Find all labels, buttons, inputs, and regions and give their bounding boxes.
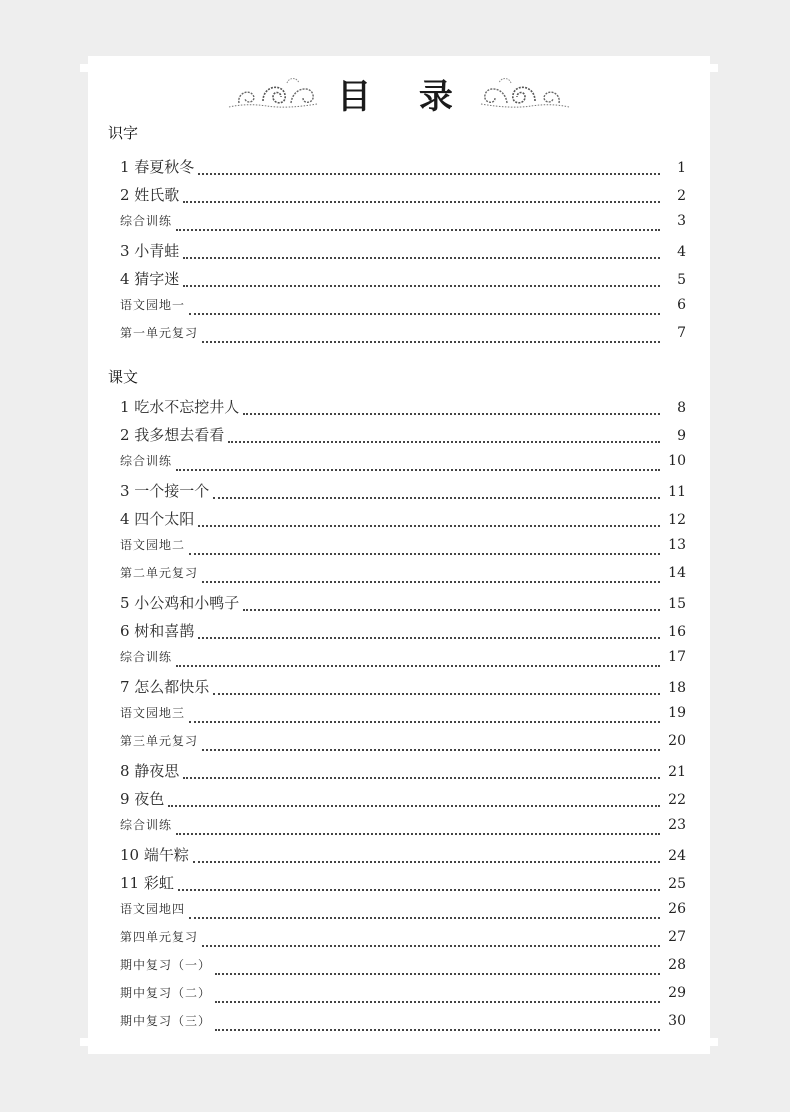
toc-entry-page-number: 3: [677, 213, 686, 229]
toc-entry[interactable]: [120, 296, 686, 324]
toc-entry-title: 综合训练: [120, 214, 173, 228]
toc-entry-title: 4 猜字迷: [120, 270, 180, 288]
toc-entry-title: 第二单元复习: [120, 566, 199, 580]
page-corner: [710, 64, 718, 72]
toc-entry[interactable]: [120, 324, 686, 352]
toc-entry-title: 10 端午粽: [120, 846, 189, 864]
toc-entry-title: 语文园地一: [120, 298, 186, 312]
toc-entry-title: 1 春夏秋冬: [120, 158, 195, 176]
toc-entry[interactable]: [120, 816, 686, 844]
toc-entry-title: 语文园地四: [120, 902, 186, 916]
toc-entry-page-number: 4: [677, 244, 686, 260]
toc-entry[interactable]: [120, 928, 686, 956]
dot-leader: [215, 1001, 660, 1003]
dot-leader: [213, 497, 660, 499]
toc-entry[interactable]: [120, 184, 686, 212]
dot-leader: [176, 229, 660, 231]
toc-entry[interactable]: [120, 156, 686, 184]
toc-entry[interactable]: [120, 452, 686, 480]
toc-entry[interactable]: [120, 648, 686, 676]
toc-entry[interactable]: [120, 732, 686, 760]
toc-entry[interactable]: [120, 212, 686, 240]
toc-entry-title: 6 树和喜鹊: [120, 622, 195, 640]
toc-entry[interactable]: [120, 592, 686, 620]
toc-entry[interactable]: [120, 1012, 686, 1040]
dot-leader: [243, 609, 660, 611]
dot-leader: [183, 257, 660, 259]
dot-leader: [243, 413, 660, 415]
toc-entry-title: 期中复习（一）: [120, 958, 212, 972]
toc-entry-title: 4 四个太阳: [120, 510, 195, 528]
toc-page: [88, 56, 710, 1054]
toc-entry-title: 第四单元复习: [120, 930, 199, 944]
toc-entry[interactable]: [120, 240, 686, 268]
toc-entry-page-number: 13: [668, 537, 686, 553]
dot-leader: [198, 637, 660, 639]
toc-entry-title: 2 我多想去看看: [120, 426, 225, 444]
dot-leader: [176, 469, 660, 471]
page-title: 目 录: [337, 76, 471, 117]
dot-leader: [202, 749, 660, 751]
toc-entry-page-number: 24: [668, 848, 686, 864]
toc-entry-title: 语文园地三: [120, 706, 186, 720]
dot-leader: [189, 721, 660, 723]
toc-entry-page-number: 20: [668, 733, 686, 749]
dot-leader: [183, 201, 660, 203]
toc-entry-page-number: 16: [668, 624, 686, 640]
toc-list-shizi: [120, 156, 686, 352]
toc-entry-page-number: 12: [668, 512, 686, 528]
toc-list-kewen: [120, 396, 686, 1040]
toc-entry-title: 2 姓氏歌: [120, 186, 180, 204]
toc-entry-page-number: 10: [668, 453, 686, 469]
dot-leader: [215, 973, 660, 975]
toc-entry-title: 1 吃水不忘挖井人: [120, 398, 240, 416]
toc-entry-title: 11 彩虹: [120, 874, 174, 892]
dot-leader: [202, 341, 660, 343]
toc-entry-page-number: 28: [668, 957, 686, 973]
toc-entry-title: 第三单元复习: [120, 734, 199, 748]
dot-leader: [228, 441, 660, 443]
toc-entry[interactable]: [120, 396, 686, 424]
toc-entry-page-number: 11: [668, 484, 686, 500]
toc-entry-title: 8 静夜思: [120, 762, 180, 780]
toc-entry[interactable]: [120, 844, 686, 872]
toc-entry[interactable]: [120, 956, 686, 984]
page-corner: [80, 1038, 88, 1046]
toc-entry-page-number: 26: [668, 901, 686, 917]
toc-entry-page-number: 22: [668, 792, 686, 808]
toc-entry-title: 期中复习（三）: [120, 1014, 212, 1028]
toc-entry-title: 3 一个接一个: [120, 482, 210, 500]
toc-entry-title: 第一单元复习: [120, 326, 199, 340]
toc-entry-title: 综合训练: [120, 650, 173, 664]
page-corner: [710, 1038, 718, 1046]
toc-entry-page-number: 2: [677, 188, 686, 204]
toc-entry-page-number: 8: [677, 400, 686, 416]
dot-leader: [178, 889, 660, 891]
dot-leader: [183, 777, 660, 779]
dot-leader: [193, 861, 660, 863]
toc-entry-page-number: 6: [677, 297, 686, 313]
toc-entry[interactable]: [120, 704, 686, 732]
toc-entry[interactable]: [120, 788, 686, 816]
toc-entry-title: 综合训练: [120, 454, 173, 468]
dot-leader: [215, 1029, 660, 1031]
toc-entry-page-number: 18: [668, 680, 686, 696]
section-heading-kewen: 课文: [108, 368, 139, 386]
dot-leader: [198, 173, 660, 175]
toc-entry[interactable]: [120, 620, 686, 648]
page-corner: [80, 64, 88, 72]
toc-entry[interactable]: [120, 480, 686, 508]
toc-entry-page-number: 27: [668, 929, 686, 945]
dot-leader: [213, 693, 660, 695]
dot-leader: [189, 313, 660, 315]
section-heading-shizi: 识字: [108, 124, 139, 142]
toc-entry[interactable]: [120, 984, 686, 1012]
toc-entry-page-number: 29: [668, 985, 686, 1001]
toc-entry-title: 综合训练: [120, 818, 173, 832]
right-ornament-icon: [479, 73, 571, 113]
toc-entry-title: 7 怎么都快乐: [120, 678, 210, 696]
dot-leader: [183, 285, 660, 287]
toc-entry-page-number: 5: [677, 272, 686, 288]
toc-entry-page-number: 17: [668, 649, 686, 665]
dot-leader: [176, 833, 660, 835]
toc-entry[interactable]: [120, 508, 686, 536]
toc-entry-page-number: 23: [668, 817, 686, 833]
toc-entry[interactable]: [120, 268, 686, 296]
toc-entry-page-number: 9: [677, 428, 686, 444]
left-ornament-icon: [227, 73, 319, 113]
toc-entry-page-number: 1: [677, 160, 686, 176]
toc-entry-title: 9 夜色: [120, 790, 165, 808]
toc-entry-page-number: 19: [668, 705, 686, 721]
toc-entry-page-number: 21: [668, 764, 686, 780]
toc-entry-page-number: 15: [668, 596, 686, 612]
toc-entry[interactable]: [120, 564, 686, 592]
dot-leader: [198, 525, 660, 527]
toc-entry-page-number: 7: [677, 325, 686, 341]
toc-entry[interactable]: [120, 676, 686, 704]
toc-entry-title: 期中复习（二）: [120, 986, 212, 1000]
toc-entry-page-number: 25: [668, 876, 686, 892]
toc-entry[interactable]: [120, 872, 686, 900]
toc-entry[interactable]: [120, 760, 686, 788]
dot-leader: [202, 945, 660, 947]
toc-entry-page-number: 30: [668, 1013, 686, 1029]
toc-entry[interactable]: [120, 900, 686, 928]
toc-entry-title: 5 小公鸡和小鸭子: [120, 594, 240, 612]
dot-leader: [189, 553, 660, 555]
toc-entry[interactable]: [120, 536, 686, 564]
dot-leader: [189, 917, 660, 919]
toc-entry-title: 3 小青蛙: [120, 242, 180, 260]
dot-leader: [168, 805, 660, 807]
dot-leader: [202, 581, 660, 583]
title-banner: [88, 70, 710, 116]
toc-entry-title: 语文园地二: [120, 538, 186, 552]
dot-leader: [176, 665, 660, 667]
toc-entry-page-number: 14: [668, 565, 686, 581]
toc-entry[interactable]: [120, 424, 686, 452]
